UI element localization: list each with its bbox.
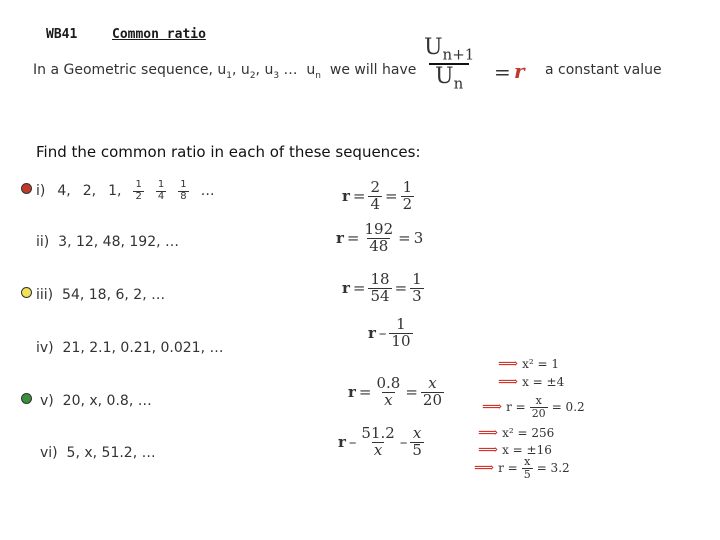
- term: 2,: [82, 183, 97, 199]
- working-v-step1: ⟹ x² = 1: [498, 356, 559, 372]
- term-fraction: $\frac{1}{2}$: [135, 179, 142, 202]
- answer-iv: r – $\frac{1}{10}$: [368, 315, 411, 350]
- term-fraction: $\frac{1}{8}$: [180, 179, 187, 202]
- working-vi-step2: ⟹ x = ±16: [478, 442, 552, 458]
- working-v-step2: ⟹ x = ±4: [498, 374, 565, 390]
- equals-sign: =: [494, 60, 511, 84]
- implies-arrow-icon: ⟹: [478, 442, 499, 458]
- implies-arrow-icon: ⟹: [498, 356, 519, 372]
- implies-arrow-icon: ⟹: [478, 425, 499, 441]
- answer-v: r = $\frac{0.8}{x}$ = $\frac{x}{20}$: [348, 374, 443, 409]
- ratio-fraction: [422, 36, 476, 92]
- definition-text: [33, 62, 416, 81]
- yellow-dot-marker: [21, 287, 32, 298]
- worksheet-code: WB41: [46, 27, 78, 42]
- answer-ii: r = $\frac{192}{48}$ = 3: [336, 220, 424, 255]
- question-i: [36, 180, 215, 202]
- instruction: Find the common ratio in each of these sequences:: [36, 143, 421, 161]
- answer-i: r = $\frac{2}{4}$ = $\frac{1}{2}$: [342, 178, 413, 213]
- implies-arrow-icon: ⟹: [482, 399, 503, 416]
- answer-vi: r – $\frac{51.2}{x}$ – $\frac{x}{5}$: [338, 424, 422, 459]
- question-label: i): [36, 183, 46, 199]
- term: 1,: [108, 183, 122, 199]
- answer-iii: r = $\frac{18}{54}$ = $\frac{1}{3}$: [342, 270, 422, 305]
- question-iii: iii) 54, 18, 6, 2, …: [36, 287, 166, 303]
- ellipsis: …: [200, 183, 215, 199]
- term: 4,: [57, 183, 71, 199]
- r-symbol: r: [514, 59, 525, 83]
- definition-terms: $u_1$, $u_2$, $u_3$ … $u_n$: [217, 62, 322, 81]
- working-vi-step3: ⟹ r = $\frac{x}{5}$ = 3.2: [474, 455, 570, 481]
- definition-result: a constant value: [545, 62, 662, 78]
- question-iv: iv) 21, 2.1, 0.21, 0.021, …: [36, 340, 224, 356]
- green-dot-marker: [21, 393, 32, 404]
- definition-tail: we will have: [329, 62, 417, 78]
- question-v: v) 20, x, 0.8, …: [40, 393, 152, 409]
- working-v-step3: ⟹ r = $\frac{x}{20}$ = 0.2: [482, 394, 585, 420]
- ratio-numerator: $U_{n+1}$: [424, 35, 475, 64]
- question-vi: vi) 5, x, 51.2, …: [40, 445, 156, 461]
- page-title: Common ratio: [112, 27, 206, 42]
- question-ii: ii) 3, 12, 48, 192, …: [36, 234, 180, 250]
- working-vi-step1: ⟹ x² = 256: [478, 425, 555, 441]
- implies-arrow-icon: ⟹: [498, 374, 519, 390]
- red-dot-marker: [21, 183, 32, 194]
- implies-arrow-icon: ⟹: [474, 460, 495, 477]
- definition-lead: In a Geometric sequence,: [33, 62, 213, 78]
- term-fraction: $\frac{1}{4}$: [157, 179, 165, 202]
- ratio-denominator: $U_n$: [429, 63, 469, 92]
